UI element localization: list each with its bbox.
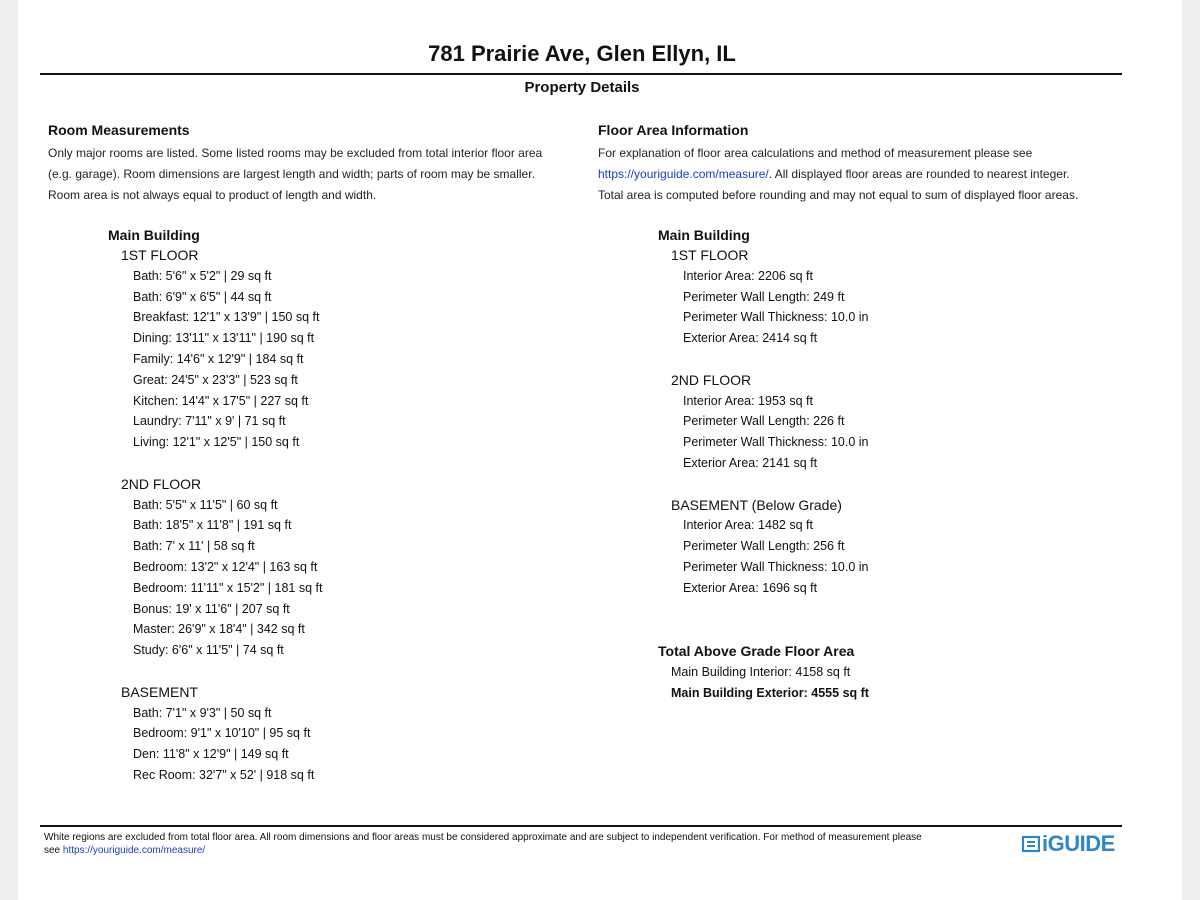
room-row: Bath: 7'1" x 9'3" | 50 sq ft bbox=[133, 705, 272, 720]
floor-area-section bbox=[598, 121, 1138, 206]
floor-name: 2ND FLOOR bbox=[671, 371, 752, 388]
room-measurements-heading: Room Measurements bbox=[48, 122, 190, 138]
footer-disclaimer bbox=[44, 831, 994, 857]
area-row: Perimeter Wall Thickness: 10.0 in bbox=[683, 310, 869, 325]
intro-line: Total area is computed before rounding and may not equal to sum of displayed floor areas. bbox=[598, 188, 1079, 202]
floor-group bbox=[658, 245, 869, 349]
intro-line: Room area is not always equal to product of length and width. bbox=[48, 188, 377, 202]
footer-measure-link[interactable]: https://youriguide.com/measure/ bbox=[62, 845, 206, 856]
floor-name: 1ST FLOOR bbox=[671, 247, 749, 263]
room-row: Bonus: 19' x 11'6" | 207 sq ft bbox=[133, 601, 290, 616]
floor-name: 1ST FLOOR bbox=[121, 247, 199, 263]
total-exterior-row: Main Building Exterior: 4555 sq ft bbox=[671, 685, 869, 700]
room-row: Laundry: 7'11" x 9' | 71 sq ft bbox=[133, 414, 286, 429]
room-row: Bath: 7' x 11' | 58 sq ft bbox=[133, 539, 255, 554]
floor-group bbox=[658, 370, 869, 474]
room-row: Breakfast: 12'1" x 13'9" | 150 sq ft bbox=[133, 310, 320, 325]
area-row: Interior Area: 1953 sq ft bbox=[683, 393, 813, 408]
room-row: Bath: 6'9" x 6'5" | 44 sq ft bbox=[133, 289, 272, 304]
total-area-list bbox=[658, 662, 869, 704]
room-row: Living: 12'1" x 12'5" | 150 sq ft bbox=[133, 435, 300, 450]
room-measurements-section bbox=[48, 121, 578, 206]
room-row: Kitchen: 14'4" x 17'5" | 227 sq ft bbox=[133, 393, 309, 408]
room-row: Master: 26'9" x 18'4" | 342 sq ft bbox=[133, 622, 305, 637]
floor-group bbox=[108, 474, 322, 661]
floor-group bbox=[658, 495, 869, 599]
room-row: Great: 24'5" x 23'3" | 523 sq ft bbox=[133, 372, 298, 387]
footer-line-prefix: see bbox=[44, 845, 63, 856]
room-row: Bedroom: 13'2" x 12'4" | 163 sq ft bbox=[133, 559, 318, 574]
intro-line: For explanation of floor area calculations and method of measurement please see bbox=[598, 146, 1033, 160]
intro-line: Only major rooms are listed. Some listed rooms may be excluded from total interior floor area bbox=[48, 146, 543, 160]
area-row: Perimeter Wall Thickness: 10.0 in bbox=[683, 559, 869, 574]
room-row: Bath: 18'5" x 11'8" | 191 sq ft bbox=[133, 518, 292, 533]
room-row: Rec Room: 32'7" x 52' | 918 sq ft bbox=[133, 767, 315, 782]
area-row: Perimeter Wall Length: 226 ft bbox=[683, 414, 845, 429]
floor-name: BASEMENT (Below Grade) bbox=[671, 496, 842, 513]
footer-line bbox=[44, 844, 994, 857]
room-row: Family: 14'6" x 12'9" | 184 sq ft bbox=[133, 351, 304, 366]
room-row: Bath: 5'5" x 11'5" | 60 sq ft bbox=[133, 497, 278, 512]
room-floor-list bbox=[108, 245, 322, 807]
total-area-heading: Total Above Grade Floor Area bbox=[658, 643, 855, 659]
intro-line bbox=[598, 164, 1138, 185]
floor-area-heading: Floor Area Information bbox=[598, 122, 749, 138]
area-row: Interior Area: 2206 sq ft bbox=[683, 268, 813, 283]
area-row: Exterior Area: 1696 sq ft bbox=[683, 580, 818, 595]
floor-name: 2ND FLOOR bbox=[121, 475, 202, 492]
header-divider bbox=[40, 73, 1122, 75]
area-row: Interior Area: 1482 sq ft bbox=[683, 518, 813, 533]
measure-link[interactable]: https://youriguide.com/measure/ bbox=[598, 167, 769, 181]
total-interior-row: Main Building Interior: 4158 sq ft bbox=[671, 665, 851, 679]
area-row: Exterior Area: 2141 sq ft bbox=[683, 455, 818, 470]
area-row: Exterior Area: 2414 sq ft bbox=[683, 331, 818, 346]
intro-line-rest: . All displayed floor areas are rounded to nearest integer. bbox=[768, 167, 1070, 181]
area-row: Perimeter Wall Length: 256 ft bbox=[683, 539, 845, 554]
intro-line: (e.g. garage). Room dimensions are largest length and width; parts of room may be smaller. bbox=[48, 167, 535, 181]
footer-divider bbox=[40, 825, 1122, 827]
iguide-logo bbox=[1022, 832, 1115, 856]
area-floor-list bbox=[658, 245, 869, 619]
floor-name: BASEMENT bbox=[121, 683, 199, 700]
area-row: Perimeter Wall Thickness: 10.0 in bbox=[683, 435, 869, 450]
room-row: Bedroom: 9'1" x 10'10" | 95 sq ft bbox=[133, 726, 311, 741]
room-building-heading: Main Building bbox=[108, 227, 200, 243]
page-subtitle: Property Details bbox=[524, 79, 640, 96]
room-row: Dining: 13'11" x 13'11" | 190 sq ft bbox=[133, 331, 315, 346]
room-row: Study: 6'6" x 11'5" | 74 sq ft bbox=[133, 643, 284, 658]
iguide-logo-icon bbox=[1022, 835, 1040, 853]
room-row: Bedroom: 11'11" x 15'2" | 181 sq ft bbox=[133, 580, 323, 595]
room-row: Den: 11'8" x 12'9" | 149 sq ft bbox=[133, 747, 289, 762]
floor-area-intro bbox=[598, 143, 1138, 206]
floor-group bbox=[108, 682, 322, 786]
footer-line: White regions are excluded from total floor area. All room dimensions and floor areas must be considered approximate and are subject to independent verification. For method of measurement please bbox=[44, 832, 922, 843]
area-row: Perimeter Wall Length: 249 ft bbox=[683, 289, 845, 304]
area-building-heading: Main Building bbox=[658, 227, 750, 243]
iguide-logo-text: iGUIDE bbox=[1042, 831, 1115, 856]
page-title: 781 Prairie Ave, Glen Ellyn, IL bbox=[428, 41, 736, 66]
room-measurements-intro bbox=[48, 143, 578, 206]
floor-group bbox=[108, 245, 322, 453]
room-row: Bath: 5'6" x 5'2" | 29 sq ft bbox=[133, 268, 272, 283]
